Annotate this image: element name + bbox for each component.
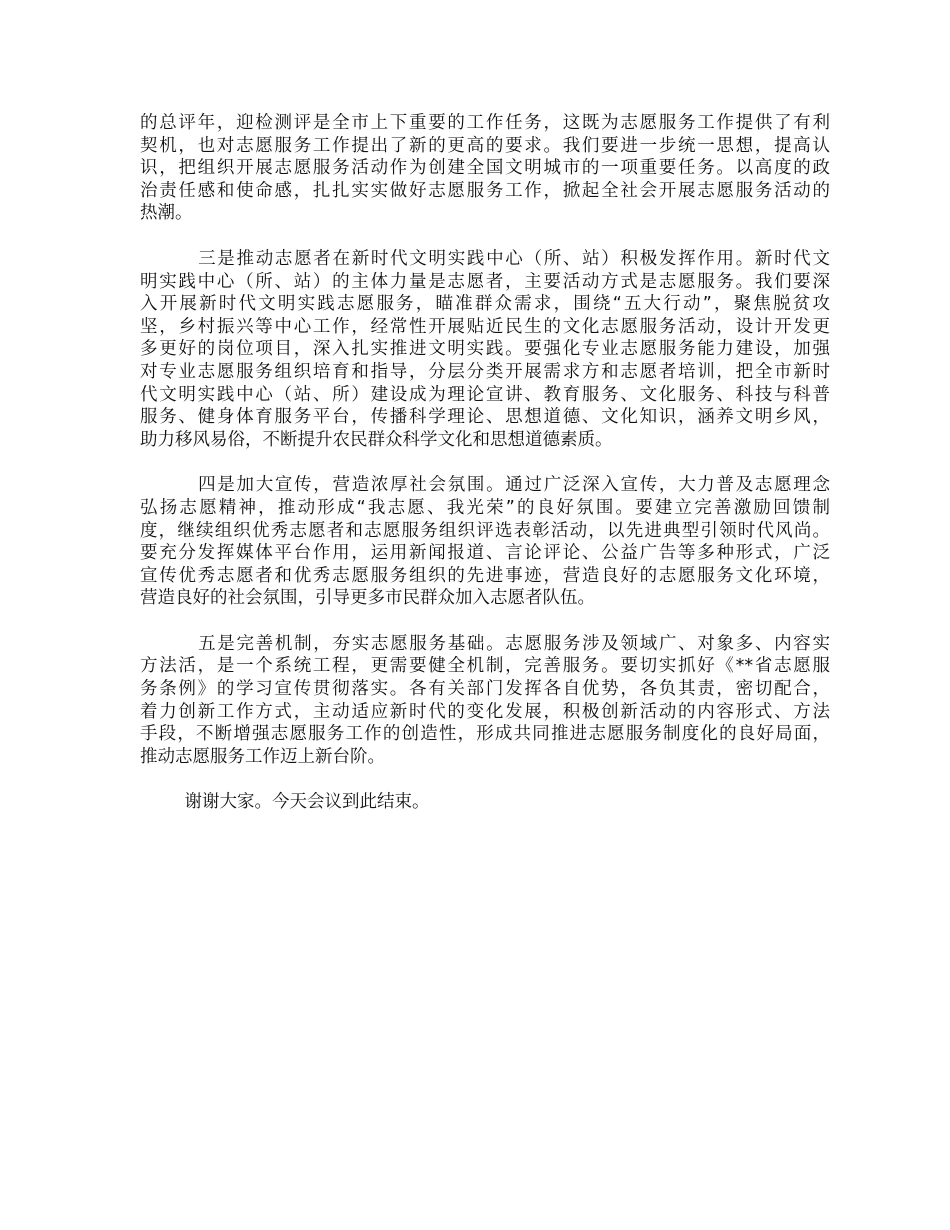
text-line: 方法活，是一个系统工程，更需要健全机制，完善服务。要切实抓好《**省志愿服	[140, 656, 830, 677]
text-line: 代文明实践中心（站、所）建设成为理论宣讲、教育服务、文化服务、科技与科普	[140, 384, 830, 405]
text-line: 识，把组织开展志愿服务活动作为创建全国文明城市的一项重要任务。以高度的政	[140, 158, 830, 179]
text-line: 四是加大宣传，营造浓厚社会氛围。通过广泛深入宣传，大力普及志愿理念	[140, 475, 830, 496]
text-line: 治责任感和使命感，扎扎实实做好志愿服务工作，掀起全社会开展志愿服务活动的	[140, 180, 830, 201]
text-line: 三是推动志愿者在新时代文明实践中心（所、站）积极发挥作用。新时代文	[140, 248, 830, 269]
text-line: 推动志愿服务工作迈上新台阶。	[140, 746, 385, 767]
text-line: 的总评年，迎检测评是全市上下重要的工作任务，这既为志愿服务工作提供了有利	[140, 113, 830, 133]
text-line: 坚，乡村振兴等中心工作，经常性开展贴近民生的文化志愿服务活动，设计开发更	[140, 316, 830, 337]
document-page	[140, 112, 830, 837]
text-line: 五是完善机制，夯实志愿服务基础。志愿服务涉及领域广、对象多、内容实	[140, 633, 830, 654]
text-line: 弘扬志愿精神，推动形成“我志愿、我光荣”的良好氛围。要建立完善激励回馈制	[140, 497, 830, 518]
text-line: 对专业志愿服务组织培育和指导，分层分类开展需求方和志愿者培训，把全市新时	[140, 361, 830, 382]
paragraph-3	[140, 474, 830, 610]
paragraph-2	[140, 248, 830, 451]
text-line: 宣传优秀志愿者和优秀志愿服务组织的先进事迹，营造良好的志愿服务文化环境，	[140, 565, 830, 586]
paragraph-1	[140, 112, 830, 225]
text-line: 多更好的岗位项目，深入扎实推进文明实践。要强化专业志愿服务能力建设，加强	[140, 339, 830, 360]
text-line: 明实践中心（所、站）的主体力量是志愿者，主要活动方式是志愿服务。我们要深	[140, 271, 830, 292]
text-line: 营造良好的社会氛围，引导更多市民群众加入志愿者队伍。	[140, 588, 595, 609]
text-line: 谢谢大家。今天会议到此结束。	[140, 792, 430, 813]
text-line: 入开展新时代文明实践志愿服务，瞄准群众需求，围绕“五大行动”，聚焦脱贫攻	[140, 294, 830, 315]
text-line: 务条例》的学习宣传贯彻落实。各有关部门发挥各自优势，各负其责，密切配合，	[140, 679, 830, 700]
text-line: 契机，也对志愿服务工作提出了新的更高的要求。我们要进一步统一思想，提高认	[140, 135, 830, 156]
paragraph-5	[140, 791, 830, 814]
text-line: 热潮。	[140, 203, 193, 224]
paragraph-4	[140, 633, 830, 769]
text-line: 要充分发挥媒体平台作用，运用新闻报道、言论评论、公益广告等多种形式，广泛	[140, 543, 830, 564]
text-line: 手段，不断增强志愿服务工作的创造性，形成共同推进志愿服务制度化的良好局面，	[140, 724, 830, 745]
text-line: 度，继续组织优秀志愿者和志愿服务组织评选表彰活动，以先进典型引领时代风尚。	[140, 520, 830, 541]
text-line: 助力移风易俗，不断提升农民群众科学文化和思想道德素质。	[140, 429, 613, 450]
text-line: 服务、健身体育服务平台，传播科学理论、思想道德、文化知识，涵养文明乡风，	[140, 407, 830, 428]
text-line: 着力创新工作方式，主动适应新时代的变化发展，积极创新活动的内容形式、方法	[140, 701, 830, 722]
